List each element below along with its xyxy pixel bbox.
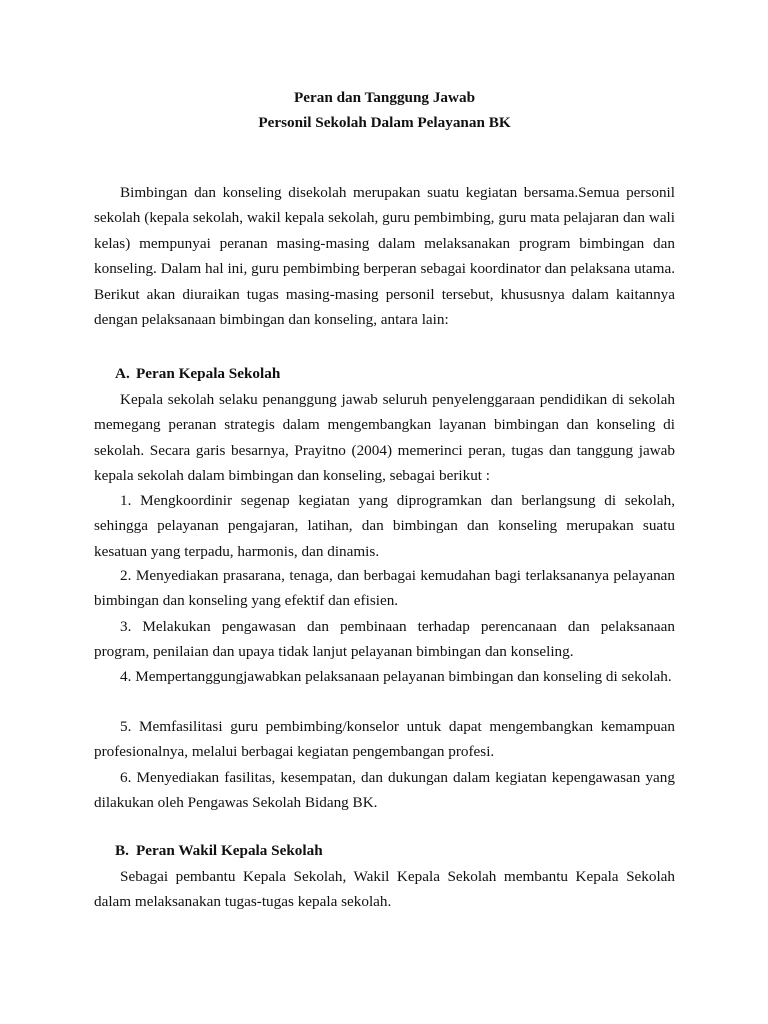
section-b-letter: B. <box>115 842 129 859</box>
list-item: 3. Melakukan pengawasan dan pembinaan terhadap perencanaan dan pelaksanaan program, penilaian dan upaya tidak lanjut pelayanan bimbingan dan konseling. <box>94 618 675 661</box>
document-subtitle: Personil Sekolah Dalam Pelayanan BK <box>258 114 511 131</box>
section-b-paragraph: Sebagai pembantu Kepala Sekolah, Wakil Kepala Sekolah membantu Kepala Sekolah dalam melaksanakan tugas-tugas kepala sekolah. <box>94 868 675 911</box>
list-item: 6. Menyediakan fasilitas, kesempatan, dan dukungan dalam kegiatan kepengawasan yang dilakukan oleh Pengawas Sekolah Bidang BK. <box>94 769 675 812</box>
section-a-heading <box>115 364 280 384</box>
intro-paragraph: Bimbingan dan konseling disekolah merupakan suatu kegiatan bersama.Semua personil sekolah (kepala sekolah, wakil kepala sekolah, guru pembimbing, guru mata pelajaran dan wali kelas) mempunyai peranan masing-masing dalam melaksanakan program bimbingan dan konseling. Dalam hal ini, guru pembimbing berperan sebagai koordinator dan pelaksana utama. Berikut akan diuraikan tugas masing-masing personil tersebut, khususnya dalam kaitannya dengan pelaksanaan bimbingan dan konseling, antara lain: <box>94 184 675 329</box>
list-item: 1. Mengkoordinir segenap kegiatan yang diprogramkan dan berlangsung di sekolah, sehingga pelayanan pengajaran, latihan, dan bimbingan dan konseling merupakan suatu kesatuan yang terpadu, harmonis, dan dinamis. <box>94 492 675 560</box>
list-item: 4. Mempertanggungjawabkan pelaksanaan pelayanan bimbingan dan konseling di sekolah. <box>120 668 672 685</box>
section-a-paragraph: Kepala sekolah selaku penanggung jawab seluruh penyelenggaraan pendidikan di sekolah memegang peranan strategis dalam mengembangkan layanan bimbingan dan konseling di sekolah. Secara garis besarnya, Prayitno (2004) memerinci peran, tugas dan tanggung jawab kepala sekolah dalam bimbingan dan konseling, sebagai berikut : <box>94 391 675 484</box>
list-item: 5. Memfasilitasi guru pembimbing/konselor untuk dapat mengembangkan kemampuan profesionalnya, melalui berbagai kegiatan pengembangan profesi. <box>94 718 675 761</box>
document-title: Peran dan Tanggung Jawab <box>293 89 476 106</box>
section-a-title: Peran Kepala Sekolah <box>136 365 281 382</box>
list-item: 2. Menyediakan prasarana, tenaga, dan berbagai kemudahan bagi terlaksananya pelayanan bimbingan dan konseling yang efektif dan efisien. <box>94 567 675 610</box>
section-b-title: Peran Wakil Kepala Sekolah <box>136 842 323 859</box>
section-a-letter: A. <box>115 365 130 382</box>
section-b-heading <box>115 841 323 861</box>
